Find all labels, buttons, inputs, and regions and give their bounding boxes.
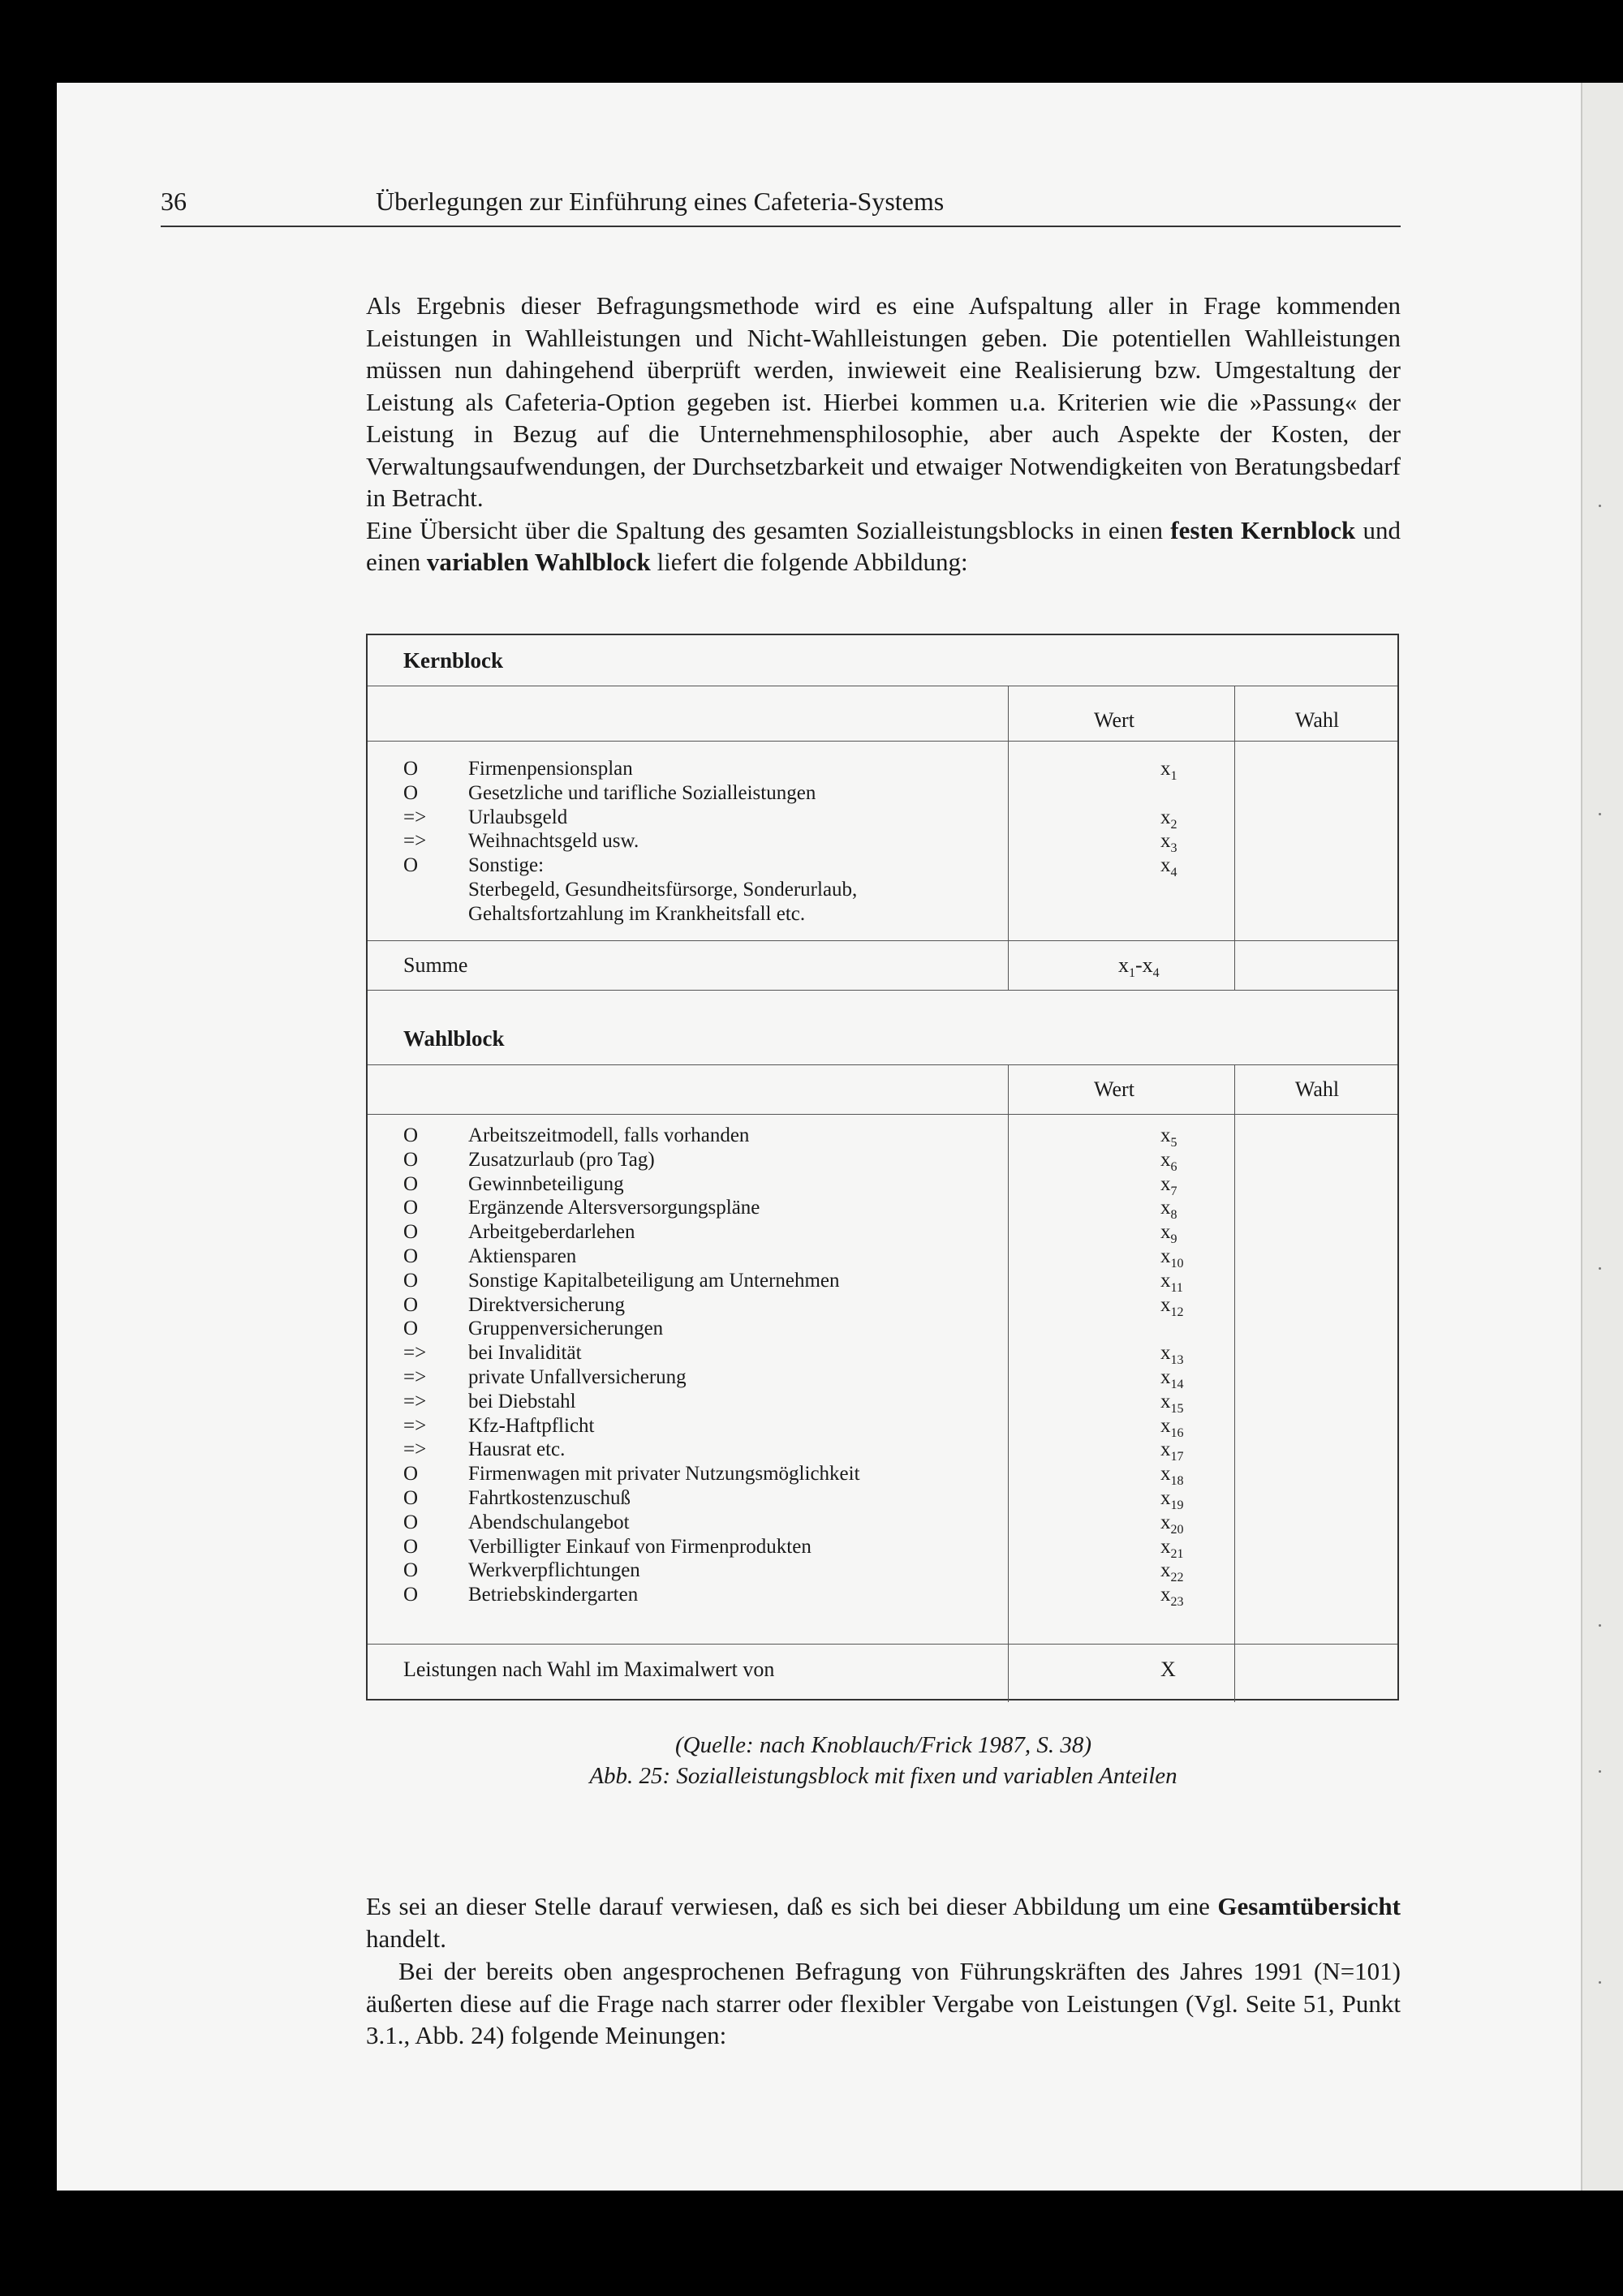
value-var: x <box>1160 854 1171 877</box>
kernblock-title: Kernblock <box>403 648 504 673</box>
value-sub: 22 <box>1170 1571 1184 1585</box>
page-number: 36 <box>161 187 187 216</box>
row-marker: O <box>403 1486 419 1509</box>
table-row <box>403 1414 1377 1438</box>
paragraph-text: Eine Übersicht über die Spaltung des gesamten Sozialleistungsblocks in einen <box>366 515 1171 544</box>
value-var: x <box>1160 1221 1171 1244</box>
row-marker: => <box>403 806 427 828</box>
row-marker: O <box>403 1221 419 1244</box>
value-sub: 12 <box>1170 1305 1184 1319</box>
value-sub: 5 <box>1170 1136 1177 1150</box>
value-var: x <box>1160 1148 1171 1171</box>
value-sub: 3 <box>1170 841 1177 856</box>
row-marker: O <box>403 1148 419 1171</box>
row-label: Abendschulangebot <box>468 1511 630 1533</box>
table-row <box>403 1438 1377 1462</box>
table-row <box>403 806 1377 830</box>
speck <box>1599 1624 1601 1627</box>
running-header <box>161 185 1401 227</box>
value-var: x <box>1160 1584 1171 1606</box>
paragraph-text: liefert die folgende Abbildung: <box>650 548 968 576</box>
paragraph-text: und einen <box>366 515 1401 576</box>
table-row <box>403 1462 1377 1489</box>
row-marker: => <box>403 1342 427 1365</box>
value-sub: 2 <box>1170 817 1177 832</box>
row-marker: O <box>403 1559 419 1582</box>
row-marker: O <box>403 1535 419 1558</box>
value-var: x <box>1160 1365 1171 1388</box>
row-marker: => <box>403 1390 427 1412</box>
table-row <box>403 878 1377 902</box>
row-label: Kfz-Haftpflicht <box>468 1414 595 1437</box>
divider <box>368 741 1397 742</box>
paragraph-text: Als Ergebnis dieser Befragungsmethode wird es eine Aufspaltung aller in Frage kommenden Leistungen in Wahlleistungen und Nicht-Wahlleistungen geben. Die potentiellen Wahlleistungen müssen nun dahingehend überprüft werden, inwieweit eine Realisierung bzw. Umgestaltung der Leistung als Cafeteria-Option gegeben ist. Hierbei kommen u.a. Kriterien wie die »Passung« der Leistung in Bezug auf die Unternehmensphilosophie, aber auch Aspekte der Kosten, der Verwaltungsaufwendungen, der Durchsetzbarkeit und etwaiger Notwendigkeiten von Beratungsbedarf in Betracht. <box>366 291 1401 512</box>
table-row <box>403 1148 1377 1172</box>
page-edge <box>1581 83 1623 2191</box>
row-label: Gehaltsfortzahlung im Krankheitsfall etc. <box>468 902 806 925</box>
intro-paragraph <box>366 290 1401 578</box>
wahlblock-title: Wahlblock <box>403 1026 505 1051</box>
table-row <box>403 1293 1377 1318</box>
value-sub: 19 <box>1170 1498 1184 1512</box>
row-label: Sterbegeld, Gesundheitsfürsorge, Sonderurlaub, <box>468 878 858 901</box>
value-sub: 7 <box>1170 1184 1177 1198</box>
table-row <box>403 1486 1377 1511</box>
value-var: x <box>1160 1390 1171 1412</box>
row-label: Gewinnbeteiligung <box>468 1172 624 1195</box>
table-row <box>403 1559 1377 1583</box>
value-var: x <box>1160 1486 1171 1509</box>
row-label: private Unfallversicherung <box>468 1365 687 1388</box>
row-label: Weihnachtsgeld usw. <box>468 830 639 853</box>
value-var: x <box>1160 1245 1171 1267</box>
value-var: x <box>1160 1197 1171 1219</box>
kern-rows <box>403 757 1377 927</box>
wahl-rows <box>403 1124 1377 1610</box>
value-sub: 10 <box>1170 1256 1184 1271</box>
value-sub: 23 <box>1170 1595 1184 1610</box>
row-label: Betriebskindergarten <box>468 1584 639 1606</box>
value-var: x <box>1160 1124 1171 1146</box>
value-sub: 11 <box>1170 1280 1183 1295</box>
row-label: Werkverpflichtungen <box>468 1559 640 1582</box>
row-label: Gruppenversicherungen <box>468 1318 664 1340</box>
table-row <box>403 902 1377 927</box>
value-var: x <box>1160 830 1171 853</box>
row-label: Gesetzliche und tarifliche Sozialleistungen <box>468 781 816 804</box>
emphasis: Gesamtübersicht <box>1217 1892 1401 1920</box>
row-label: Verbilligter Einkauf von Firmenprodukten <box>468 1535 812 1558</box>
row-marker: O <box>403 781 419 804</box>
divider <box>368 1064 1397 1065</box>
row-label: Arbeitgeberdarlehen <box>468 1221 635 1244</box>
table-row <box>403 1390 1377 1414</box>
sum-sub: 4 <box>1152 966 1160 981</box>
value-sub: 8 <box>1170 1208 1177 1223</box>
sum-sep: -x <box>1135 953 1153 977</box>
wahl-col-wahl: Wahl <box>1294 1077 1340 1101</box>
row-marker: O <box>403 1269 419 1292</box>
value-sub: 1 <box>1170 769 1177 783</box>
value-var: x <box>1160 1438 1171 1461</box>
table-row <box>403 781 1377 806</box>
value-var: x <box>1160 1511 1171 1533</box>
value-sub: 14 <box>1170 1377 1184 1391</box>
table-row <box>403 1317 1377 1341</box>
value-sub: 20 <box>1170 1522 1184 1537</box>
divider <box>368 990 1397 991</box>
row-label: Sonstige Kapitalbeteiligung am Unternehmen <box>468 1269 840 1292</box>
row-label: bei Invalidität <box>468 1342 582 1365</box>
table-row <box>403 853 1377 878</box>
emphasis: variablen Wahlblock <box>426 548 651 576</box>
figure-caption: Abb. 25: Sozialleistungsblock mit fixen und variablen Anteilen <box>589 1763 1177 1789</box>
value-var: x <box>1160 1414 1171 1437</box>
total-value: X <box>1160 1658 1176 1681</box>
value-var: x <box>1160 1559 1171 1582</box>
row-label: Sonstige: <box>468 854 545 877</box>
speck <box>1599 1267 1601 1270</box>
row-label: Firmenpensionsplan <box>468 758 633 780</box>
row-marker: => <box>403 1414 427 1437</box>
kern-col-wert: Wert <box>1094 708 1134 732</box>
table-row <box>403 1124 1377 1148</box>
row-marker: => <box>403 1365 427 1388</box>
divider <box>368 1114 1397 1115</box>
table-row <box>403 1341 1377 1368</box>
row-label: Arbeitszeitmodell, falls vorhanden <box>468 1124 750 1146</box>
value-sub: 4 <box>1170 866 1177 880</box>
total-label: Leistungen nach Wahl im Maximalwert von <box>403 1658 775 1681</box>
value-var: x <box>1160 1269 1171 1292</box>
table-row <box>403 829 1377 856</box>
value-var: x <box>1160 1342 1171 1365</box>
speck <box>1599 1770 1601 1773</box>
row-value <box>1160 1583 1184 1615</box>
table-row <box>403 1220 1377 1245</box>
emphasis: festen Kernblock <box>1170 515 1356 544</box>
row-marker: => <box>403 1438 427 1461</box>
table-row <box>403 1196 1377 1223</box>
note-paragraph <box>366 1890 1401 1954</box>
table-row <box>403 1269 1377 1293</box>
table-row <box>403 1583 1377 1610</box>
row-label: Direktversicherung <box>468 1293 625 1316</box>
table-row <box>403 1511 1377 1535</box>
row-label: Zusatzurlaub (pro Tag) <box>468 1148 655 1171</box>
sum-value <box>1118 953 1160 981</box>
benefits-figure <box>366 634 1399 1701</box>
chapter-title: Überlegungen zur Einführung eines Cafeteria-Systems <box>376 187 945 216</box>
kern-col-wahl: Wahl <box>1294 708 1340 732</box>
value-sub: 21 <box>1170 1546 1184 1561</box>
row-marker: O <box>403 1197 419 1219</box>
value-sub: 9 <box>1170 1232 1177 1247</box>
figure-source: (Quelle: nach Knoblauch/Frick 1987, S. 38) <box>674 1732 1092 1758</box>
table-row <box>403 1365 1377 1390</box>
value-var: x <box>1160 1535 1171 1558</box>
row-label: Urlaubsgeld <box>468 806 568 828</box>
value-var: x <box>1160 1463 1171 1486</box>
paragraph-text: Es sei an dieser Stelle darauf verwiesen, daß es sich bei dieser Abbildung um eine <box>366 1892 1218 1920</box>
row-marker: O <box>403 758 419 780</box>
sum-sub: 1 <box>1129 966 1135 981</box>
paragraph-text: handelt. <box>366 1924 446 1953</box>
table-row <box>403 1245 1377 1269</box>
row-label: Fahrtkostenzuschuß <box>468 1486 631 1509</box>
row-label: bei Diebstahl <box>468 1390 576 1412</box>
value-var: x <box>1160 1172 1171 1195</box>
row-marker: O <box>403 1463 419 1486</box>
table-row <box>403 757 1377 781</box>
row-marker: O <box>403 1511 419 1533</box>
table-row <box>403 1535 1377 1559</box>
value-sub: 18 <box>1170 1474 1184 1489</box>
row-label: Hausrat etc. <box>468 1438 566 1461</box>
row-marker: O <box>403 1245 419 1267</box>
row-marker: O <box>403 1124 419 1146</box>
row-label: Ergänzende Altersversorgungspläne <box>468 1197 760 1219</box>
row-marker: O <box>403 1293 419 1316</box>
survey-paragraph: Bei der bereits oben angesprochenen Befragung von Führungskräften des Jahres 1991 (N=101) äußerten diese auf die Frage nach starrer oder flexibler Vergabe von Leistungen (Vgl. Seite 51, Punkt 3.1., Abb. 24) folgende Meinungen: <box>366 1957 1401 2049</box>
row-marker: O <box>403 1584 419 1606</box>
row-label: Aktiensparen <box>468 1245 577 1267</box>
value-var: x <box>1160 1293 1171 1316</box>
divider <box>368 940 1397 941</box>
row-marker: O <box>403 854 419 877</box>
value-var: x <box>1160 758 1171 780</box>
row-marker: O <box>403 1318 419 1340</box>
speck <box>1599 1981 1601 1984</box>
value-sub: 6 <box>1170 1159 1177 1174</box>
divider <box>368 1644 1397 1645</box>
speck <box>1599 505 1601 507</box>
table-row <box>403 1172 1377 1197</box>
speck <box>1599 813 1601 815</box>
sum-var: x <box>1118 953 1129 977</box>
wahl-col-wert: Wert <box>1094 1077 1134 1101</box>
value-sub: 17 <box>1170 1450 1184 1464</box>
value-sub: 15 <box>1170 1401 1184 1416</box>
sum-label: Summe <box>403 953 468 977</box>
value-var: x <box>1160 806 1171 828</box>
row-marker: O <box>403 1172 419 1195</box>
value-sub: 13 <box>1170 1353 1184 1368</box>
value-sub: 16 <box>1170 1425 1184 1440</box>
row-marker: => <box>403 830 427 853</box>
row-label: Firmenwagen mit privater Nutzungsmöglichkeit <box>468 1463 860 1486</box>
